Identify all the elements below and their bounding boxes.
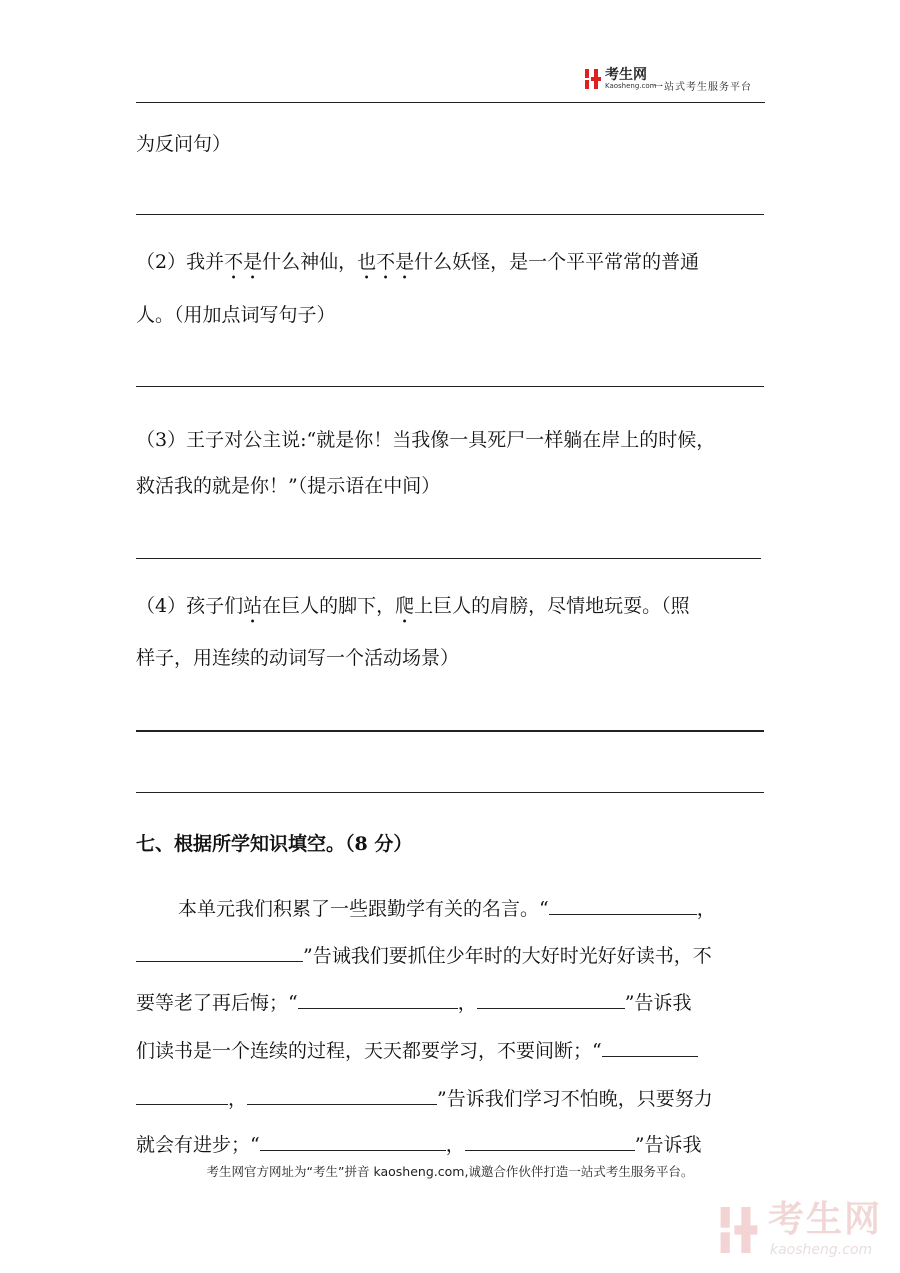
fill-blank-2[interactable] — [136, 943, 303, 962]
s7-line2: ”告诫我们要抓住少年时的大好时光好好读书，不 — [136, 943, 712, 968]
fill-blank-3[interactable] — [298, 990, 458, 1009]
watermark-brand: 考生网 — [768, 1199, 883, 1240]
header-logo — [583, 67, 657, 92]
fill-blank-1[interactable] — [549, 896, 697, 915]
s7-line3: 要等老了再后悔；“ ， ”告诉我 — [136, 992, 692, 1014]
q4-line1: （4）孩子们站在巨人的脚下，爬上巨人的肩膀，尽情地玩耍。（照 — [136, 595, 690, 617]
q4-emphasis-2: 爬 — [395, 595, 415, 617]
fill-blank-5b[interactable] — [136, 1086, 228, 1105]
fill-blank-8[interactable] — [465, 1132, 635, 1151]
q4-emphasis-1: 站 — [243, 595, 263, 617]
section7-heading: 七、根据所学知识填空。（8 分） — [136, 833, 413, 855]
answer-line-q4a — [136, 730, 764, 732]
q3-line2: 救活我的就是你！”（提示语在中间） — [136, 475, 441, 497]
q4-line2: 样子，用连续的动词写一个活动场景） — [136, 647, 460, 669]
q3-line1: （3）王子对公主说:“就是你！当我像一具死尸一样躺在岸上的时候， — [136, 429, 716, 451]
kaosheng-logo-icon — [583, 68, 603, 90]
s7-line5: ， ”告诉我们学习不怕晚，只要努力 — [136, 1086, 713, 1111]
watermark-url: kaosheng.com — [770, 1242, 873, 1258]
q2-line1: （2）我并不是什么神仙，也不是什么妖怪，是一个平平常常的普通 — [136, 251, 700, 273]
header-brand: 考生网 — [605, 67, 647, 83]
q1-tail: 为反问句） — [136, 133, 232, 155]
watermark — [716, 1200, 886, 1264]
s7-line1: 本单元我们积累了一些跟勤学有关的名言。“ ， — [178, 898, 716, 920]
q2-emphasis-2: 也不是 — [357, 251, 415, 273]
fill-blank-4[interactable] — [477, 990, 625, 1009]
q2-emphasis-1: 不是 — [224, 251, 263, 273]
header-rule — [136, 102, 765, 103]
fill-blank-5a[interactable] — [602, 1038, 698, 1057]
header-url: Kaosheng.com — [605, 82, 657, 90]
s7-line4: 们读书是一个连续的过程，天天都要学习，不要间断；“ — [136, 1038, 698, 1063]
answer-line-q4b — [136, 792, 764, 793]
answer-line-q1 — [136, 214, 764, 215]
watermark-logo-icon — [716, 1204, 762, 1256]
footer-note: 考生网官方网址为“考生”拼音 kaosheng.com,诚邀合作伙伴打造一站式考生服务平台。 — [206, 1164, 694, 1179]
answer-line-q3 — [136, 558, 761, 559]
fill-blank-7[interactable] — [260, 1132, 446, 1151]
fill-blank-6[interactable] — [247, 1086, 437, 1105]
header-slogan: 一站式考生服务平台 — [653, 82, 752, 93]
q2-line2: 人。（用加点词写句子） — [136, 304, 336, 326]
s7-line6: 就会有进步；“ ， ”告诉我 — [136, 1134, 702, 1156]
answer-line-q2 — [136, 386, 764, 387]
